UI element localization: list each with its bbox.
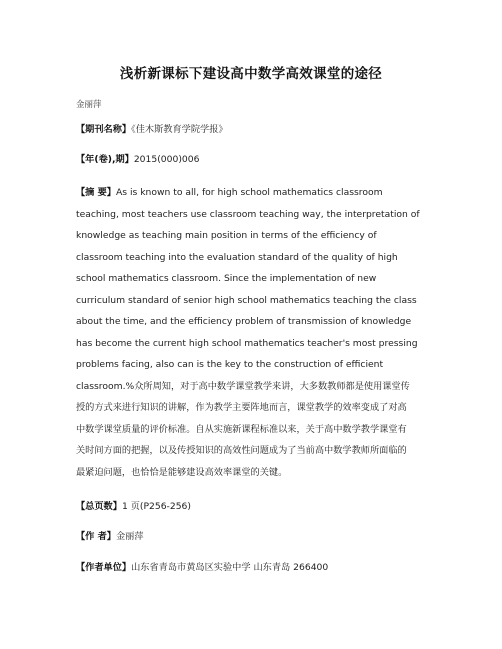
abstract-line: curriculum standard of senior high school mathematics teaching the class bbox=[76, 294, 417, 306]
journal-label: 【期刊名称】 bbox=[76, 124, 132, 135]
abstract-line: 授的方式来进行知识的讲解，作为教学主要阵地而言，课堂教学的效率变成了对高 bbox=[76, 402, 407, 413]
pages-value: 1 页(P256-256) bbox=[121, 501, 191, 512]
abstract-line: knowledge as teaching main position in terms of the efficiency of bbox=[76, 230, 377, 241]
journal-field bbox=[76, 122, 432, 138]
pages-label: 【总页数】 bbox=[76, 501, 122, 512]
abstract-line: classroom teaching into the evaluation standard of the quality of high bbox=[76, 251, 398, 263]
year-issue-field bbox=[76, 152, 432, 168]
pages-field bbox=[76, 499, 432, 515]
abstract-line: 最紧迫问题，也恰恰是能够建设高效率课堂的关键。 bbox=[76, 466, 288, 478]
author-byline: 金丽萍 bbox=[76, 100, 102, 110]
abstract-label: 【摘 要】 bbox=[76, 187, 116, 198]
author-field bbox=[76, 529, 432, 545]
affiliation-label: 【作者单位】 bbox=[76, 562, 132, 573]
year-issue-label: 【年(卷),期】 bbox=[76, 154, 134, 165]
abstract-line: has become the current high school mathematics teacher's most pressing bbox=[76, 337, 418, 349]
author-value: 金丽萍 bbox=[115, 531, 144, 542]
abstract-line: classroom.%众所周知，对于高中数学课堂教学来讲，大多数教师都是使用课堂传 bbox=[76, 380, 410, 392]
journal-value: 《佳木斯教育学院学报》 bbox=[131, 124, 228, 135]
author-label: 【作 者】 bbox=[76, 531, 116, 542]
document-title: 浅析新课标下建设高中数学高效课堂的途径 bbox=[119, 66, 383, 82]
abstract-line: problems facing, also can is the key to the construction of efficient bbox=[76, 359, 384, 370]
abstract-line: 关时间方面的把握，以及传授知识的高效性问题成为了当前高中数学教师所面临的 bbox=[76, 445, 407, 456]
affiliation-value: 山东省青岛市黄岛区实验中学 山东青岛 266400 bbox=[131, 562, 329, 573]
abstract-line: 中数学课堂质量的评价标准。自从实施新课程标准以来，关于高中数学教学课堂有 bbox=[76, 423, 407, 435]
year-issue-value: 2015(000)006 bbox=[133, 154, 200, 165]
abstract-line: about the time, and the efficiency problem of transmission of knowledge bbox=[76, 316, 412, 327]
abstract-line: school mathematics classroom. Since the implementation of new bbox=[76, 273, 377, 284]
abstract-line: teaching, most teachers use classroom teaching way, the interpretation of bbox=[76, 208, 420, 220]
abstract-block bbox=[76, 182, 432, 483]
abstract-line: 【摘 要】As is known to all, for high school mathematics classroom bbox=[76, 187, 383, 198]
affiliation-field bbox=[76, 560, 432, 576]
